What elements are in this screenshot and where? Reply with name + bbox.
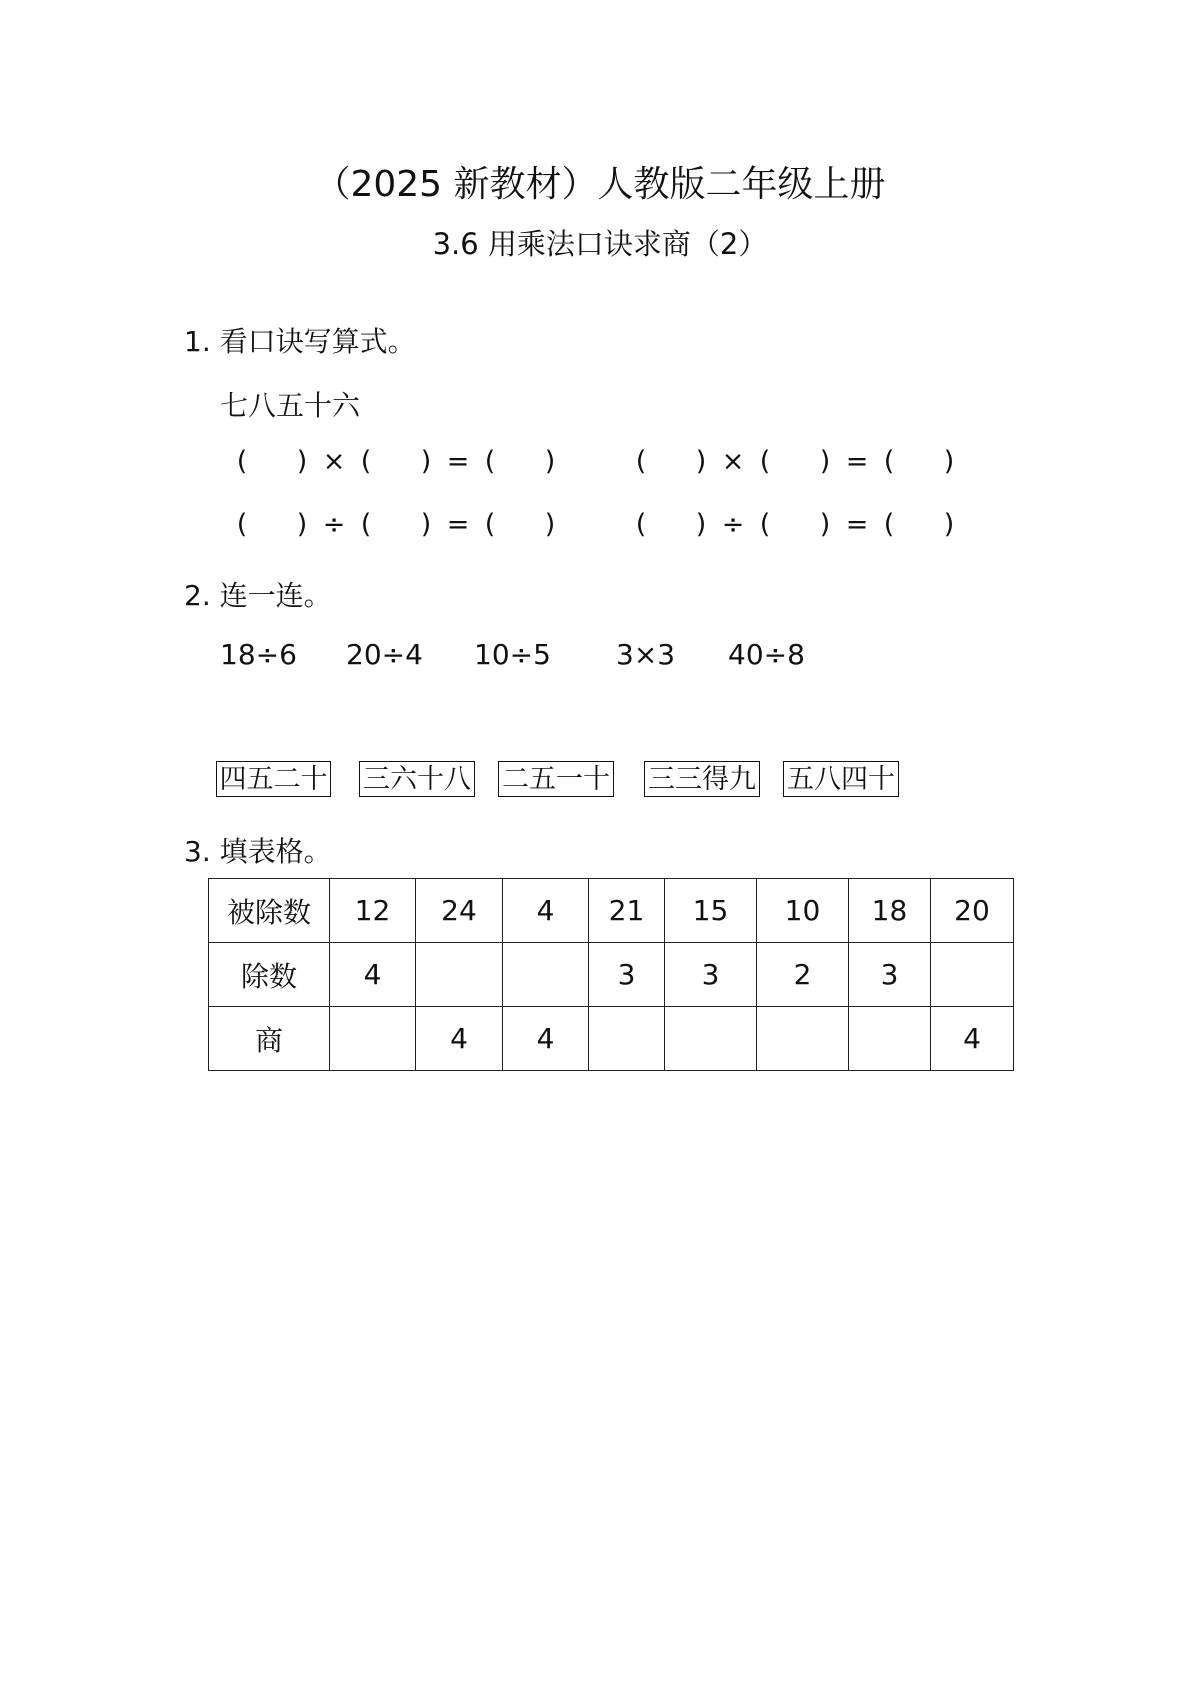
table-cell[interactable]: 4 (503, 1007, 589, 1071)
rhyme-card[interactable]: 五八四十 (783, 761, 899, 797)
rhyme-card[interactable]: 三三得九 (644, 761, 760, 797)
equation-blank-multiply-left[interactable] (232, 446, 560, 477)
page-title: （2025 新教材）人教版二年级上册 (314, 164, 886, 205)
equation-blank-divide-left[interactable] (232, 509, 560, 540)
open-paren: ( (484, 446, 496, 477)
table-cell[interactable]: 12 (330, 879, 416, 943)
equals-sign: = (845, 446, 869, 477)
table-cell[interactable]: 10 (757, 879, 849, 943)
times-sign: × (322, 446, 346, 477)
open-paren: ( (484, 509, 496, 540)
question-2-heading: 2. 连一连。 (184, 579, 332, 612)
close-paren: ) (544, 446, 556, 477)
open-paren: ( (360, 446, 372, 477)
question-3-heading: 3. 填表格。 (184, 835, 332, 868)
table-cell[interactable]: 4 (503, 879, 589, 943)
expression-item[interactable]: 20÷4 (346, 638, 423, 671)
expression-item[interactable]: 18÷6 (220, 638, 297, 671)
rhyme-card[interactable]: 三六十八 (359, 761, 475, 797)
open-paren: ( (635, 509, 647, 540)
table-cell[interactable]: 20 (931, 879, 1014, 943)
lesson-subtitle: 3.6 用乘法口诀求商（2） (432, 227, 768, 261)
table-cell[interactable]: 15 (665, 879, 757, 943)
close-paren: ) (819, 446, 831, 477)
expression-item[interactable]: 3×3 (616, 638, 676, 671)
table-row (209, 943, 1014, 1007)
table-cell[interactable]: 4 (931, 1007, 1014, 1071)
close-paren: ) (695, 509, 707, 540)
close-paren: ) (420, 446, 432, 477)
close-paren: ) (420, 509, 432, 540)
table-cell[interactable]: 18 (849, 879, 931, 943)
close-paren: ) (819, 509, 831, 540)
table-cell[interactable]: 2 (757, 943, 849, 1007)
table-cell[interactable]: 3 (849, 943, 931, 1007)
row-label-dividend: 被除数 (209, 879, 330, 943)
table-cell[interactable]: 4 (330, 943, 416, 1007)
table-cell[interactable]: 24 (416, 879, 503, 943)
open-paren: ( (635, 446, 647, 477)
row-label-quotient: 商 (209, 1007, 330, 1071)
close-paren: ) (943, 509, 955, 540)
open-paren: ( (759, 509, 771, 540)
table-cell[interactable]: 3 (665, 943, 757, 1007)
multiplication-rhyme: 七八五十六 (220, 389, 361, 422)
table-cell[interactable] (849, 1007, 931, 1071)
division-table (208, 878, 1014, 1071)
table-cell[interactable] (589, 1007, 665, 1071)
equals-sign: = (446, 446, 470, 477)
open-paren: ( (236, 446, 248, 477)
open-paren: ( (883, 509, 895, 540)
equals-sign: = (845, 509, 869, 540)
close-paren: ) (296, 446, 308, 477)
open-paren: ( (759, 446, 771, 477)
table-cell[interactable] (503, 943, 589, 1007)
equation-blank-divide-right[interactable] (631, 509, 959, 540)
close-paren: ) (943, 446, 955, 477)
table-cell[interactable] (665, 1007, 757, 1071)
table-row (209, 879, 1014, 943)
question-1-heading: 1. 看口诀写算式。 (184, 325, 416, 358)
table-cell[interactable] (330, 1007, 416, 1071)
expression-item[interactable]: 40÷8 (728, 638, 805, 671)
divide-sign: ÷ (322, 509, 346, 540)
rhyme-card[interactable]: 二五一十 (498, 761, 614, 797)
table-cell[interactable] (416, 943, 503, 1007)
times-sign: × (721, 446, 745, 477)
row-label-divisor: 除数 (209, 943, 330, 1007)
table-cell[interactable]: 4 (416, 1007, 503, 1071)
rhyme-card[interactable]: 四五二十 (216, 761, 331, 797)
open-paren: ( (360, 509, 372, 540)
divide-sign: ÷ (721, 509, 745, 540)
equals-sign: = (446, 509, 470, 540)
table-cell[interactable] (931, 943, 1014, 1007)
table-cell[interactable] (757, 1007, 849, 1071)
table-cell[interactable]: 21 (589, 879, 665, 943)
table-row (209, 1007, 1014, 1071)
equation-blank-multiply-right[interactable] (631, 446, 959, 477)
expression-item[interactable]: 10÷5 (474, 638, 551, 671)
close-paren: ) (695, 446, 707, 477)
close-paren: ) (296, 509, 308, 540)
open-paren: ( (236, 509, 248, 540)
close-paren: ) (544, 509, 556, 540)
table-cell[interactable]: 3 (589, 943, 665, 1007)
open-paren: ( (883, 446, 895, 477)
